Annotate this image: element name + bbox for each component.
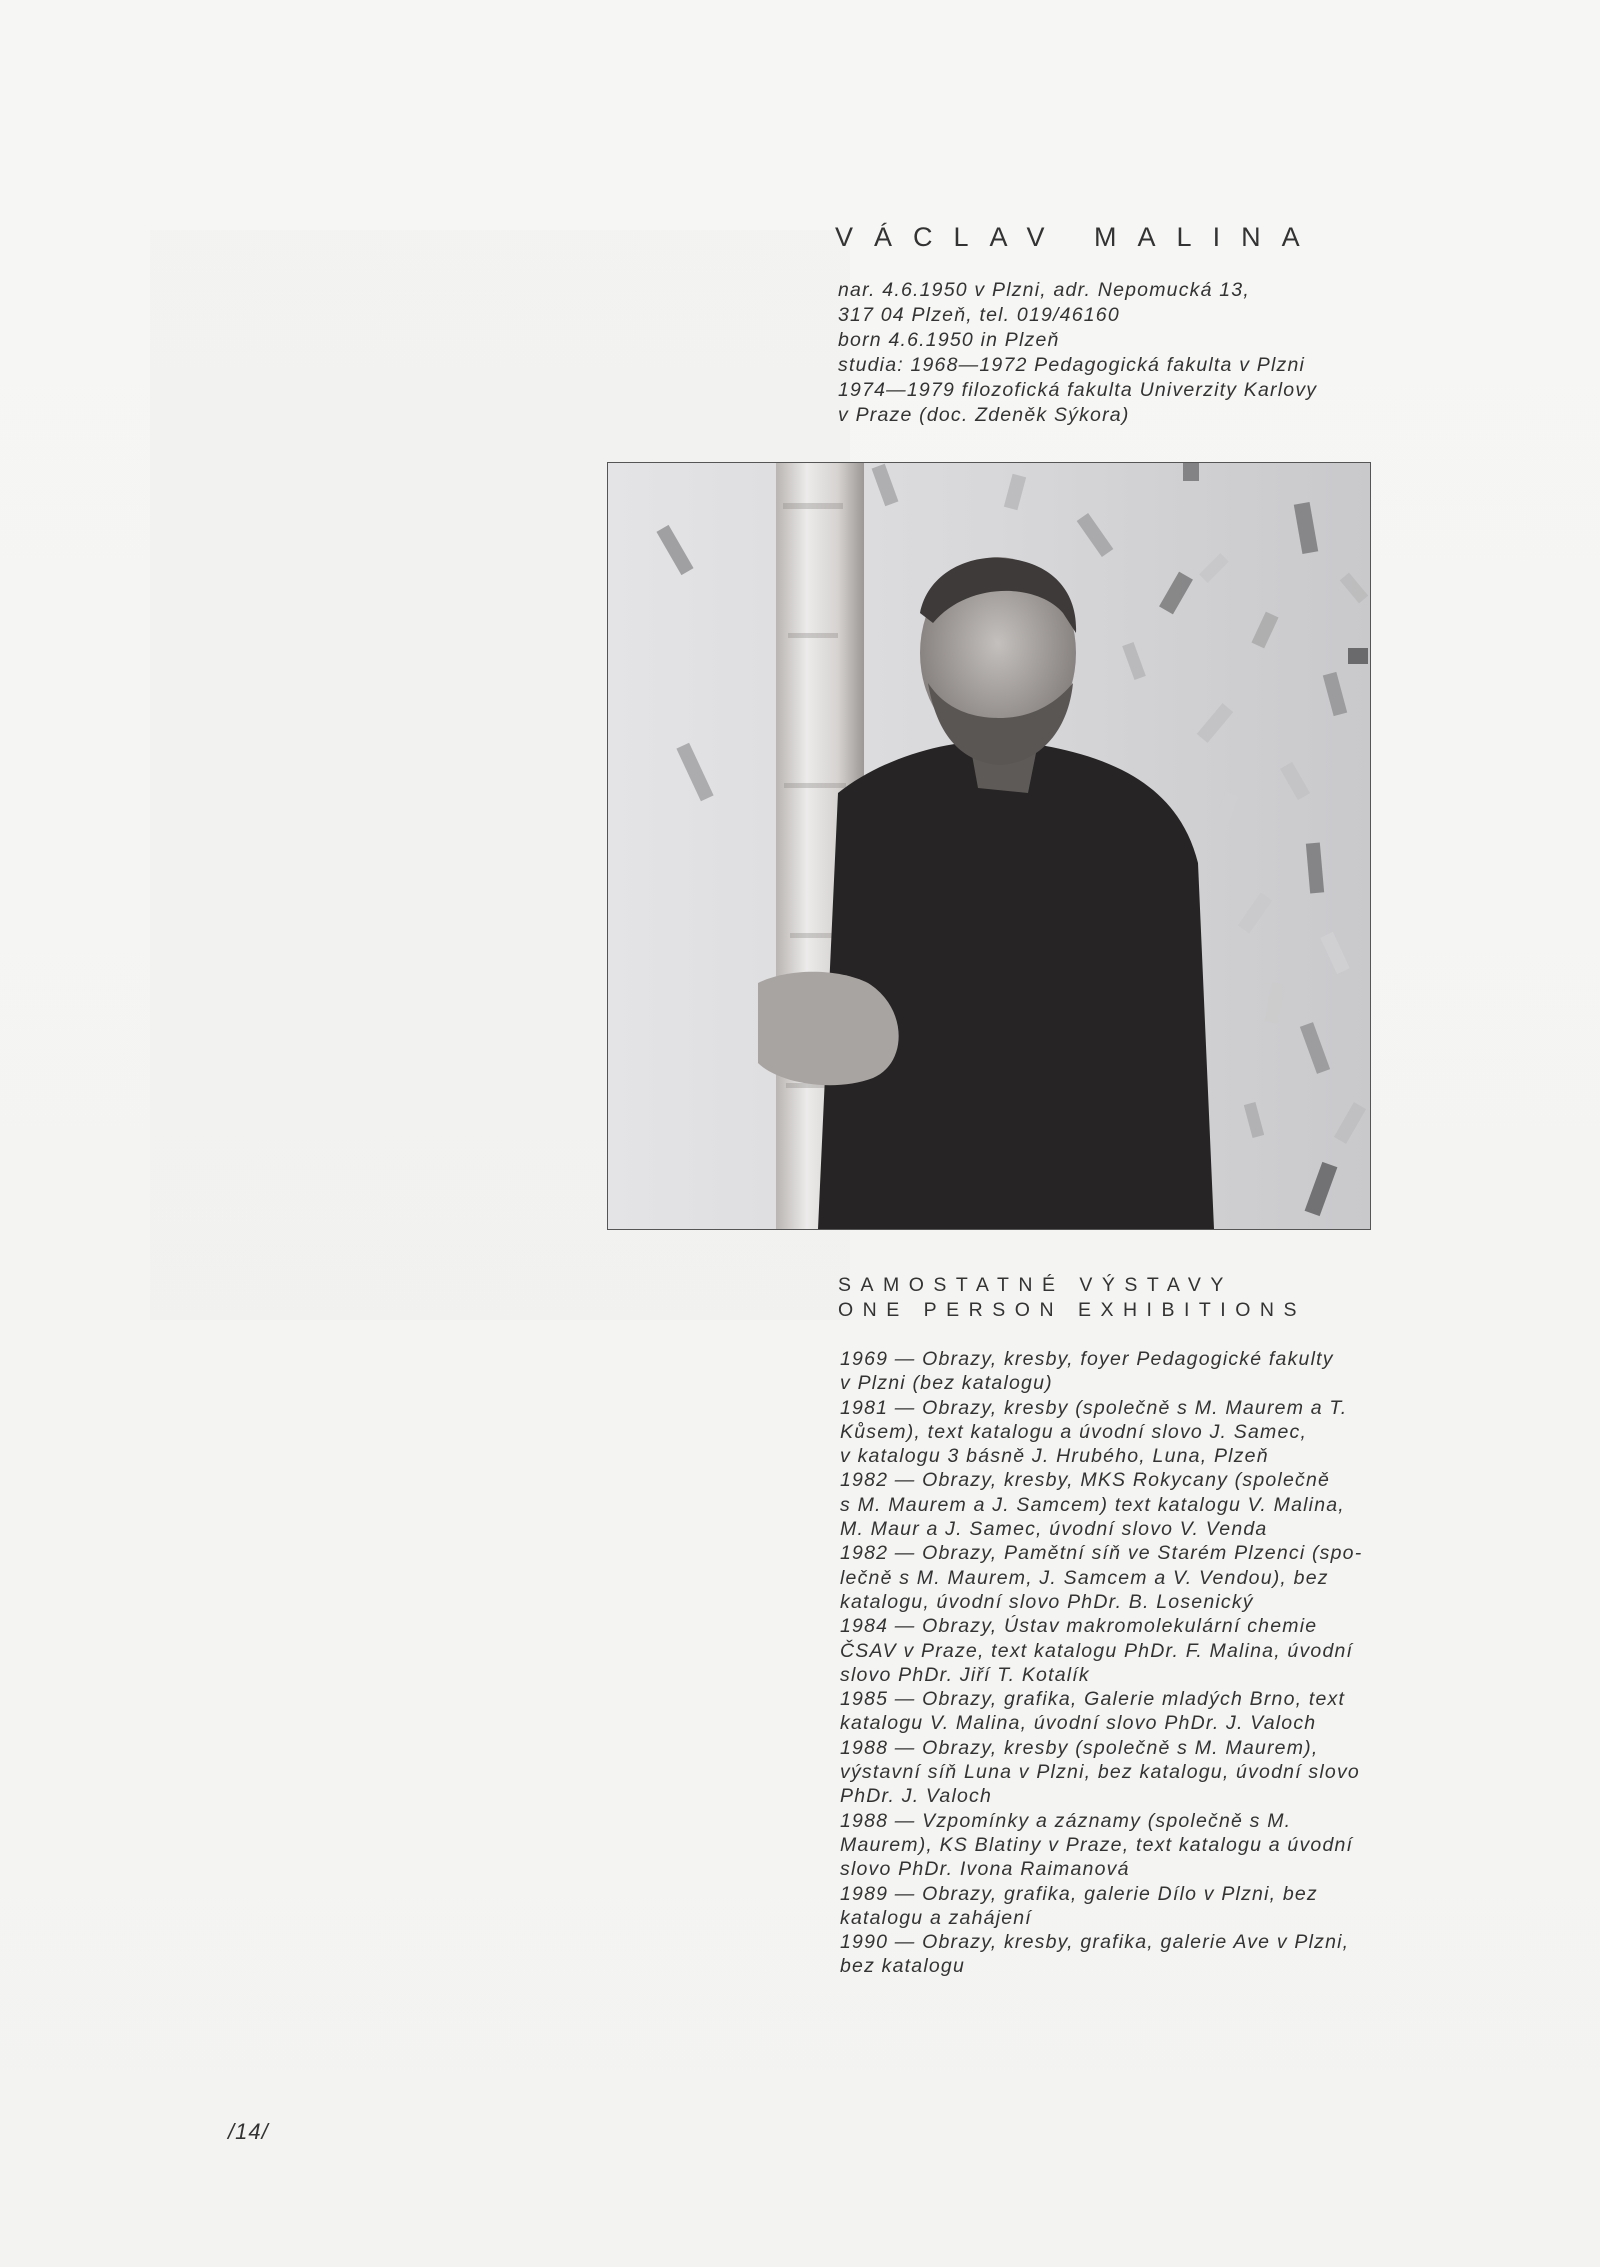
exhibition-line: ČSAV v Praze, text katalogu PhDr. F. Malina, úvodní xyxy=(840,1639,1354,1662)
portrait-illustration xyxy=(608,463,1370,1229)
bio-line: 317 04 Plzeň, tel. 019/46160 xyxy=(838,304,1120,326)
exhibition-line: 1985 — Obrazy, grafika, Galerie mladých Brno, text xyxy=(840,1688,1346,1711)
bio-line: v Praze (doc. Zdeněk Sýkora) xyxy=(838,404,1130,426)
exhibition-line: 1990 — Obrazy, kresby, grafika, galerie Ave v Plzni, xyxy=(840,1931,1350,1954)
exhibition-line: lečně s M. Maurem, J. Samcem a V. Vendou), bez xyxy=(840,1566,1329,1589)
exhibition-line: 1984 — Obrazy, Ústav makromolekulární chemie xyxy=(840,1615,1318,1638)
exhibition-line: PhDr. J. Valoch xyxy=(840,1785,993,1808)
exhibition-line: 1982 — Obrazy, Pamětní síň ve Starém Plzenci (spo- xyxy=(840,1542,1363,1565)
exhibition-line: M. Maur a J. Samec, úvodní slovo V. Venda xyxy=(840,1518,1268,1541)
artist-name-title: VÁCLAV MALINA xyxy=(835,222,1321,252)
artist-bio xyxy=(838,278,1378,428)
heading-cz: SAMOSTATNÉ VÝSTAVY xyxy=(838,1274,1233,1296)
exhibition-line: bez katalogu xyxy=(840,1955,965,1978)
exhibition-line: slovo PhDr. Jiří T. Kotalík xyxy=(840,1663,1090,1686)
exhibition-line: katalogu V. Malina, úvodní slovo PhDr. J. Valoch xyxy=(840,1712,1317,1735)
dark-sweater xyxy=(818,740,1214,1229)
bio-line: 1974—1979 filozofická fakulta Univerzity Karlovy xyxy=(838,379,1318,401)
exhibition-line: v Plzni (bez katalogu) xyxy=(840,1372,1053,1395)
exhibition-line: 1969 — Obrazy, kresby, foyer Pedagogické fakulty xyxy=(840,1348,1334,1370)
exhibitions-list xyxy=(840,1347,1380,1979)
exhibition-line: 1988 — Vzpomínky a záznamy (společně s M. xyxy=(840,1809,1292,1832)
bio-line: nar. 4.6.1950 v Plzni, adr. Nepomucká 13, xyxy=(838,279,1250,301)
exhibition-line: Kůsem), text katalogu a úvodní slovo J. Samec, xyxy=(840,1420,1308,1443)
heading-en: ONE PERSON EXHIBITIONS xyxy=(838,1299,1306,1321)
exhibition-line: s M. Maurem a J. Samcem) text katalogu V. Malina, xyxy=(840,1493,1345,1516)
exhibition-line: katalogu a zahájení xyxy=(840,1906,1032,1929)
exhibition-line: katalogu, úvodní slovo PhDr. B. Losenický xyxy=(840,1590,1254,1613)
exhibitions-heading xyxy=(838,1273,1378,1323)
bio-line: born 4.6.1950 in Plzeň xyxy=(838,329,1060,351)
exhibition-line: 1982 — Obrazy, kresby, MKS Rokycany (společně xyxy=(840,1469,1331,1492)
exhibition-line: 1988 — Obrazy, kresby (společně s M. Maurem), xyxy=(840,1736,1319,1759)
exhibition-line: Maurem), KS Blatiny v Praze, text katalogu a úvodní xyxy=(840,1833,1354,1856)
exhibition-line: 1981 — Obrazy, kresby (společně s M. Maurem a T. xyxy=(840,1396,1348,1419)
bio-line: studia: 1968—1972 Pedagogická fakulta v Plzni xyxy=(838,354,1306,376)
exhibition-line: slovo PhDr. Ivona Raimanová xyxy=(840,1858,1130,1881)
page-number: /14/ xyxy=(228,2119,269,2144)
exhibition-line: v katalogu 3 básně J. Hrubého, Luna, Plzeň xyxy=(840,1445,1269,1468)
exhibition-line: výstavní síň Luna v Plzni, bez katalogu, úvodní slovo xyxy=(840,1761,1360,1784)
artist-portrait-photo xyxy=(607,462,1371,1230)
exhibition-line: 1989 — Obrazy, grafika, galerie Dílo v Plzni, bez xyxy=(840,1882,1318,1905)
